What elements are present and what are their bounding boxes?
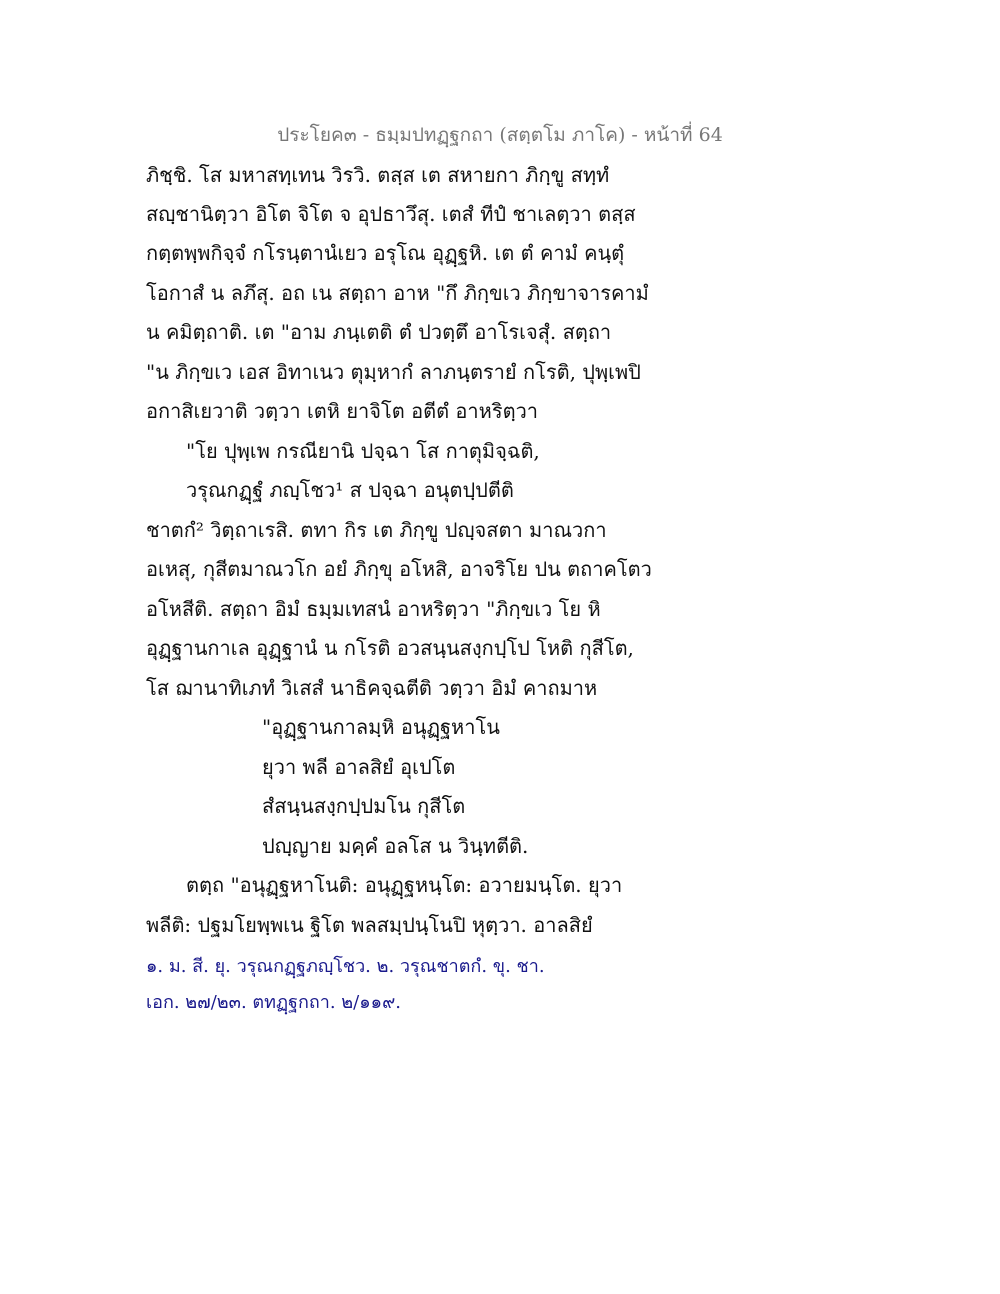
body-line: ภิชฺชิ. โส มหาสทฺเทน วิรวิ. ตสฺส เต สหายกา ภิกฺขู สทฺทํ bbox=[146, 163, 610, 187]
page-header: ประโยค๓ - ธมฺมปทฏฺฐกถา (สตฺตโม ภาโค) - หน้าที่ 64 bbox=[277, 124, 723, 146]
body-line: อุฏฺฐานกาเล อุฏฺฐานํ น กโรติ อวสนฺนสงฺกปฺโป โหติ กุสีโต, bbox=[146, 636, 634, 660]
body-line: โส ฌานาทิเภทํ วิเสสํ นาธิคจฺฉตีติ วตฺวา อิมํ คาถมาห bbox=[146, 676, 598, 700]
verse-line: สํสนฺนสงฺกปฺปมโน กุสีโต bbox=[262, 794, 466, 818]
verse-line: วรุณกฏฺฐํ ภญฺโชว¹ ส ปจฺฉา อนุตปฺปตีติ bbox=[186, 478, 514, 502]
verse-line: ยุวา พลี อาลสิยํ อุเปโต bbox=[262, 755, 456, 779]
body-line: โอกาสํ น ลภึสุ. อถ เน สตฺถา อาห "กึ ภิกฺขเว ภิกฺขาจารคามํ bbox=[146, 281, 649, 305]
body-line: สญฺชานิตฺวา อิโต จิโต จ อุปธาวึสุ. เตสํ ทีปํ ชาเลตฺวา ตสฺส bbox=[146, 202, 636, 226]
verse-line: "อุฏฺฐานกาลมฺหิ อนุฏฺฐหาโน bbox=[262, 715, 500, 739]
body-line: น คมิตฺถาติ. เต "อาม ภนฺเตติ ตํ ปวตฺตึ อาโรเจสุํ. สตฺถา bbox=[146, 320, 612, 344]
body-line: อกาสิเยวาติ วตฺวา เตหิ ยาจิโต อตีตํ อาหริตฺวา bbox=[146, 399, 539, 423]
body-line: อโหสีติ. สตฺถา อิมํ ธมฺมเทสนํ อาหริตฺวา "ภิกฺขเว โย หิ bbox=[146, 597, 601, 621]
body-line: ชาตกํ² วิตฺถาเรสิ. ตทา กิร เต ภิกฺขู ปญฺจสตา มาณวกา bbox=[146, 518, 607, 542]
verse-line: ปญฺญาย มคฺคํ อลโส น วินฺทตีติ. bbox=[262, 834, 529, 858]
body-line: อเหสุ, กุสีตมาณวโก อยํ ภิกฺขุ อโหสิ, อาจริโย ปน ตถาคโตว bbox=[146, 557, 652, 581]
footnote: ๑. ม. สี. ยุ. วรุณกฏฺฐภญฺโชว. ๒. วรุณชาตกํ. ขุ. ชา. bbox=[146, 956, 545, 977]
body-line: พลีติ: ปฐมโยพฺพเน ฐิโต พลสมฺปนฺโนปิ หุตฺวา. อาลสิยํ bbox=[146, 913, 593, 937]
body-line: กตฺตพฺพกิจฺจํ กโรนฺตานํเยว อรุโณ อุฏฺฐหิ. เต ตํ คามํ คนฺตุํ bbox=[146, 241, 625, 265]
footnote: เอก. ๒๗/๒๓. ตทฏฺฐกถา. ๒/๑๑๙. bbox=[146, 992, 401, 1013]
verse-line: "โย ปุพฺเพ กรณียานิ ปจฺฉา โส กาตุมิจฺฉติ, bbox=[186, 439, 540, 463]
body-line: "น ภิกฺขเว เอส อิทาเนว ตุมฺหากํ ลาภนฺตรายํ กโรติ, ปุพฺเพปิ bbox=[146, 360, 641, 384]
body-line: ตตฺถ "อนุฏฺฐหาโนติ: อนุฏฺฐหนฺโต: อวายมนฺโต. ยุวา bbox=[186, 873, 623, 897]
